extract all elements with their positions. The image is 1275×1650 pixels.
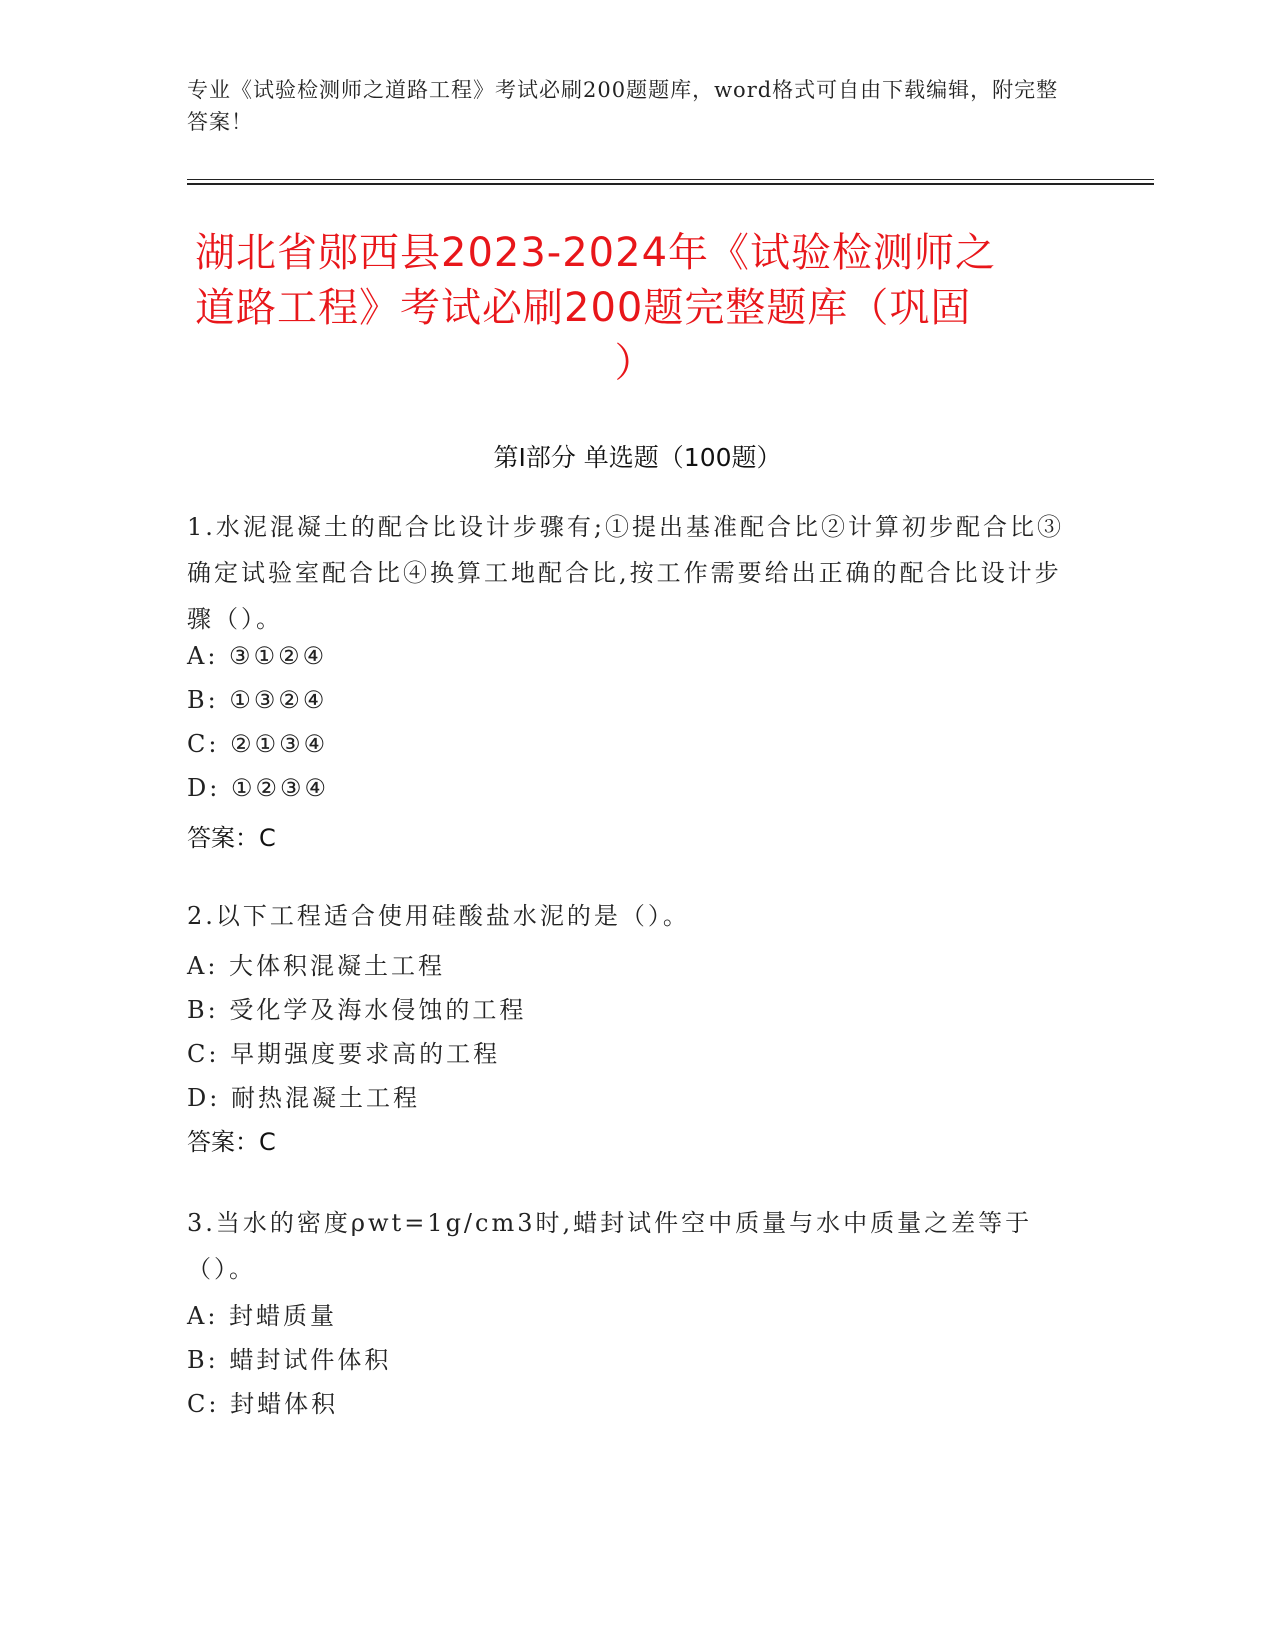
header-divider-thick [187,183,1154,185]
header-divider [187,179,1154,180]
question-3-option-a: A: 封蜡质量 [187,1302,338,1330]
question-3-option-b: B: 蜡封试件体积 [187,1346,392,1374]
question-1-option-c: C: ②①③④ [187,730,329,758]
title-line-2: 道路工程》考试必刷200题完整题库（巩固 [195,285,972,331]
question-2-option-c: C: 早期强度要求高的工程 [187,1040,501,1068]
question-2-option-d: D: 耐热混凝土工程 [187,1084,420,1112]
header-note: 专业《试验检测师之道路工程》考试必刷200题题库，word格式可自由下载编辑，附完整答案！ [187,78,1059,134]
question-2-stem: 2.以下工程适合使用硅酸盐水泥的是（）。 [187,902,690,930]
title-line-1: 湖北省郧西县2023-2024年《试验检测师之 [195,230,997,276]
question-3-option-c: C: 封蜡体积 [187,1390,339,1418]
title-line-3: ） [614,340,656,386]
section-heading: 第Ⅰ部分 单选题（100题） [493,443,782,472]
question-2-option-b: B: 受化学及海水侵蚀的工程 [187,996,527,1024]
question-2-answer: 答案：C [187,1128,276,1156]
question-3-stem: 3.当水的密度ρwt=1g/cm3时,蜡封试件空中质量与水中质量之差等于（）。 [187,1209,1033,1283]
question-1-answer: 答案：C [187,824,276,852]
question-1-stem: 1.水泥混凝土的配合比设计步骤有;①提出基准配合比②计算初步配合比③确定试验室配合比④换算工地配合比,按工作需要给出正确的配合比设计步骤（）。 [187,513,1064,633]
question-1-option-b: B: ①③②④ [187,686,328,714]
question-1-option-d: D: ①②③④ [187,774,330,802]
question-1-option-a: A: ③①②④ [187,642,328,670]
document-title [195,226,1075,391]
question-2-option-a: A: 大体积混凝土工程 [187,952,446,980]
